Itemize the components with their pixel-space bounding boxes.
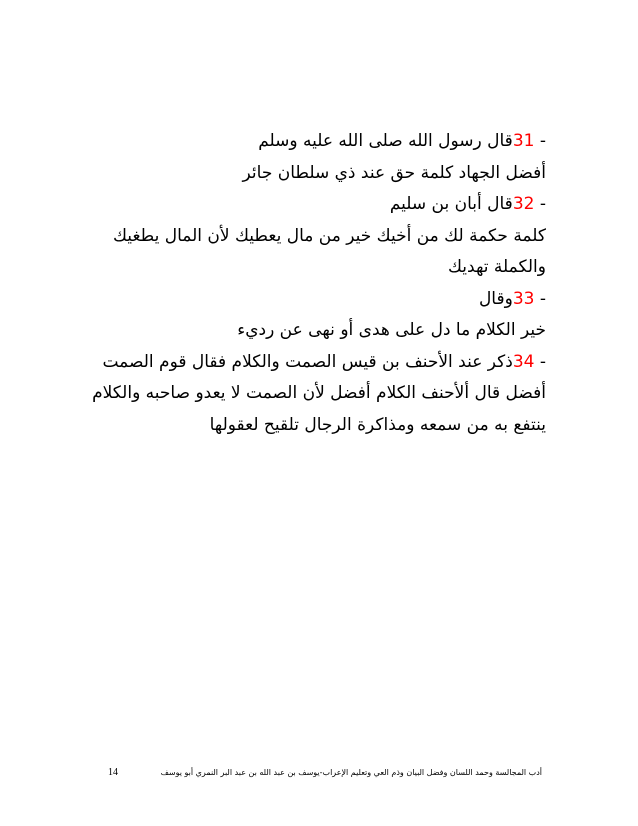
saying-34-body-2: ينتفع به من سمعه ومذاكرة الرجال تلقيح لعقولها xyxy=(209,414,546,435)
page-number: 14 xyxy=(108,766,118,778)
saying-32-body-2: والكملة تهديك xyxy=(447,257,546,277)
saying-33-heading: - 33وقال xyxy=(478,288,546,309)
text-body xyxy=(92,126,546,441)
footer-book-title: أدب المجالسة وحمد اللسان وفضل البيان وذم العي وتعليم الإعراب-يوسف بن عبد الله بن عبد البر النمري أبو يوسف xyxy=(160,767,542,777)
saying-32-body-1: كلمة حكمة لك من أخيك خير من مال يعطيك لأن المال يطغيك xyxy=(112,225,546,246)
saying-number: 31 xyxy=(512,131,535,151)
saying-34-body-1: أفضل قال ألأحنف الكلام أفضل لأن الصمت لا يعدو صاحبه والكلام xyxy=(92,383,546,403)
saying-33-body: خير الكلام ما دل على هدى أو نهى عن رديء xyxy=(237,320,546,340)
saying-31-heading: - 31قال رسول الله صلى الله عليه وسلم xyxy=(258,131,546,151)
saying-31-body: أفضل الجهاد كلمة حق عند ذي سلطان جائر xyxy=(242,162,546,183)
saying-number: 33 xyxy=(512,288,535,309)
saying-34-heading: - 34ذكر عند الأحنف بن قيس الصمت والكلام فقال قوم الصمت xyxy=(102,351,546,372)
saying-number: 34 xyxy=(512,351,535,372)
saying-32-heading: - 32قال أبان بن سليم xyxy=(389,194,546,214)
page-footer xyxy=(40,764,542,780)
saying-number: 32 xyxy=(512,194,535,214)
